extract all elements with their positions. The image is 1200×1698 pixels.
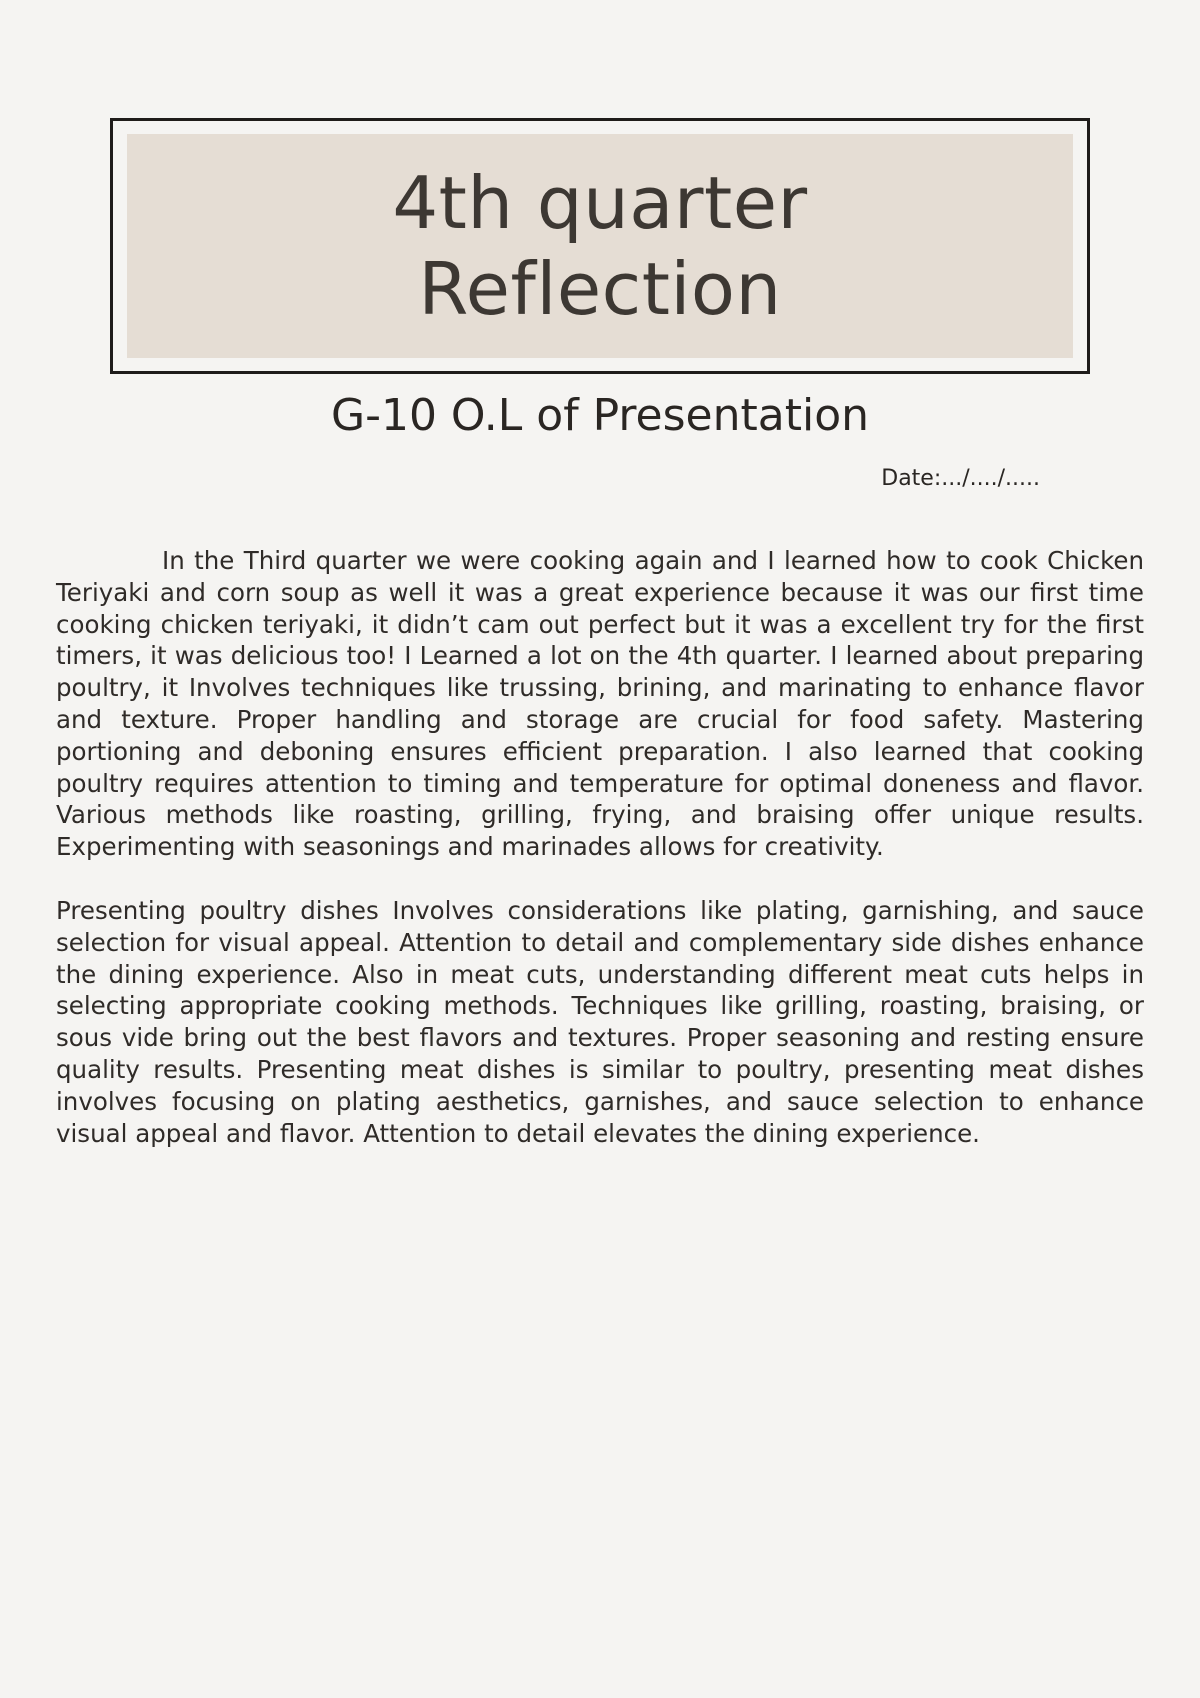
title-panel xyxy=(127,134,1073,358)
page-subtitle: G-10 O.L of Presentation xyxy=(330,390,869,441)
paragraph-1: In the Third quarter we were cooking again and I learned how to cook Chicken Teriyaki and corn soup as well it was a great experience because it was our first time cooking chicken teriyaki, it didn’t cam out perfect but it was a excellent try for the first timers, it was delicious too! I Learned a lot on the 4th quarter. I learned about preparing poultry, it Involves techniques like trussing, brining, and marinating to enhance flavor and texture. Proper handling and storage are crucial for food safety. Mastering portioning and deboning ensures efficient preparation. I also learned that cooking poultry requires attention to timing and temperature for optimal doneness and flavor. Various methods like roasting, grilling, frying, and braising offer unique results. Experimenting with seasonings and marinades allows for creativity. xyxy=(56,546,1144,862)
page-title-line-1: 4th quarter xyxy=(392,161,808,245)
page-title-line-2: Reflection xyxy=(418,247,782,331)
paragraph-2: Presenting poultry dishes Involves considerations like plating, garnishing, and sauce selection for visual appeal. Attention to detail and complementary side dishes enhance the dining experience. Also in meat cuts, understanding different meat cuts helps in selecting appropriate cooking methods. Techniques like grilling, roasting, braising, or sous vide bring out the best flavors and textures. Proper seasoning and resting ensure quality results. Presenting meat dishes is similar to poultry, presenting meat dishes involves focusing on plating aesthetics, garnishes, and sauce selection to enhance visual appeal and flavor. Attention to detail elevates the dining experience. xyxy=(56,895,1144,1148)
title-frame xyxy=(110,118,1090,374)
reflection-body xyxy=(56,545,1144,1181)
date-line: Date:.../..../..... xyxy=(881,466,1040,491)
